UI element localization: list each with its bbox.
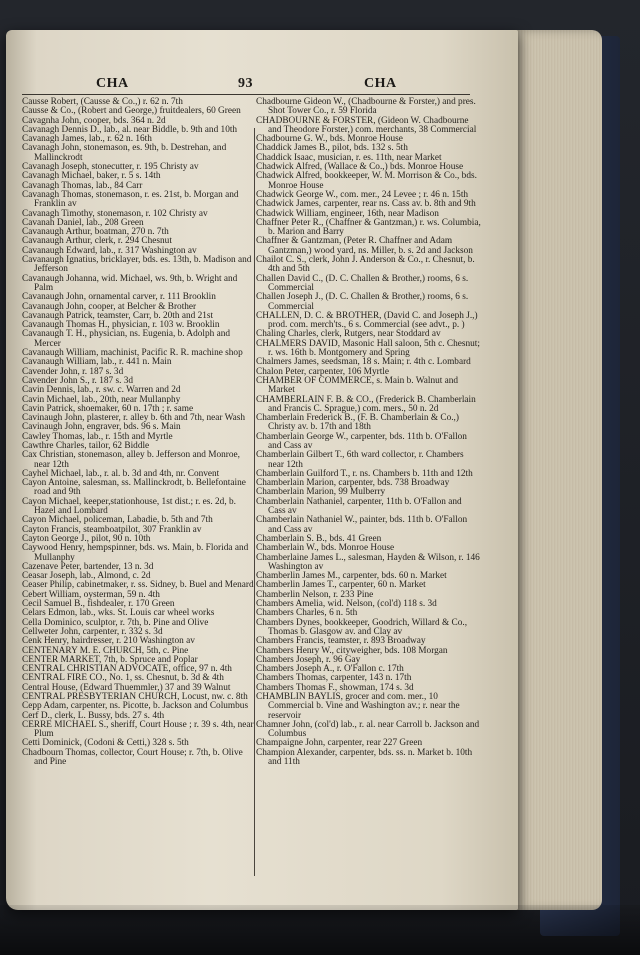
right-column [256, 98, 481, 767]
directory-entry: Cavanagh Thomas, lab., 84 Carr [22, 180, 143, 191]
directory-entry: CHAMBLIN BAYLIS, grocer and com. mer., 10 Commercial b. Vine and Washington av.; r. near the reservoir [256, 692, 460, 721]
directory-entry: Cavin Michael, lab., 20th, near Mullanphy [22, 394, 181, 405]
directory-entry: Chamberlin James M., carpenter, bds. 60 n. Market [256, 571, 447, 582]
directory-entry: Chambers Dynes, bookkeeper, Goodrich, Willard & Co., Thomas b. Glasgow av. and Clay av [256, 617, 468, 637]
directory-entry: Cazenave Peter, bartender, 13 n. 3d [22, 561, 154, 572]
directory-entry: Chamberlin Nelson, r. 233 Pine [256, 589, 374, 600]
directory-entry: Cavanagh Timothy, stonemason, r. 102 Christy av [22, 208, 208, 219]
directory-entry: Cavanagh Joseph, stonecutter, r. 195 Christy av [22, 162, 199, 173]
directory-entry: Cavanagh Thomas, stonemason, r. es. 21st, b. Morgan and Franklin av [22, 189, 239, 210]
directory-entry: Champion Alexander, carpenter, bds. ss. n. Market b. 10th and 11th [256, 747, 473, 768]
directory-entry: Chadwick Alfred, bookkeeper, W. M. Morrison & Co., bds. Monroe House [256, 171, 477, 191]
directory-entry: Chamberlin James T., carpenter, 60 n. Market [256, 580, 426, 591]
directory-entry: CHADBOURNE & FORSTER, (Gideon W. Chadbourne and Theodore Forster,) com. merchants, 38 Commercial [256, 115, 477, 135]
directory-entry: Cayon Antoine, salesman, ss. Mallinckrodt, b. Bellefontaine road and 9th [22, 478, 246, 498]
directory-entry: Cavinaugh John, engraver, bds. 96 s. Main [22, 422, 181, 433]
directory-entry: Cavanagh Dennis D., lab., al. near Biddle, b. 9th and 10th [22, 124, 238, 135]
directory-entry: Cepp Adam, carpenter, ns. Picotte, b. Jackson and Columbus [22, 701, 249, 712]
directory-entry: Chamberlain S. B., bds. 41 Green [256, 533, 382, 544]
header-rule [22, 94, 470, 95]
directory-entry: Champaigne John, carpenter, rear 227 Green [256, 738, 423, 749]
directory-entry: Cavinaugh John, plasterer, r. alley b. 6th and 7th, near Wash [22, 413, 246, 424]
directory-entry: Chambers Joseph, r. 96 Gay [256, 654, 361, 665]
directory-entry: Caywood Henry, hempspinner, bds. ws. Main, b. Florida and Mullanphy [22, 543, 249, 563]
directory-entry: Cavanaugh T. H., physician, ns. Eugenia, b. Adolph and Mercer [22, 329, 231, 349]
directory-entry: CHALLEN, D. C. & BROTHER, (David C. and Joseph J.,) prod. com. merch'ts., 6 s. Commercial (see advt., p. ) [256, 310, 478, 331]
directory-entry: CENTRAL FIRE CO., No. 1, ss. Chesnut, b. 3d & 4th [22, 673, 224, 684]
directory-entry: Chambers Thomas F., showman, 174 s. 3d [256, 682, 414, 693]
directory-entry: Cavanaugh Edward, lab., r. 317 Washington av [22, 245, 197, 256]
directory-entry: Chamberlain Gilbert T., 6th ward collector, r. Chambers near 12th [256, 450, 464, 470]
directory-entry: Cella Dominico, sculptor, r. 7th, b. Pine and Olive [22, 617, 209, 628]
page-edges [512, 30, 602, 910]
directory-entry: CHAMBER OF COMMERCE, s. Main b. Walnut and Market [256, 375, 459, 396]
directory-entry: Cerf D., clerk, L. Bussy, bds. 27 s. 4th [22, 710, 165, 721]
directory-entry: Causse Robert, (Causse & Co.,) r. 62 n. 7th [22, 97, 183, 107]
directory-entry: Chambers Amelia, wid. Nelson, (col'd) 118 s. 3d [256, 599, 437, 610]
directory-entry: Chamberlain Marion, carpenter, bds. 738 Broadway [256, 478, 450, 489]
directory-entry: Cavanaugh Arthur, clerk, r. 294 Chesnut [22, 236, 172, 247]
directory-entry: Chamberlain Nathaniel, carpenter, 11th b. O'Fallon and Cass av [256, 496, 462, 517]
directory-entry: Chambers Joseph A., r. O'Fallon c. 17th [256, 664, 404, 675]
directory-entry: Chaffner & Gantzman, (Peter R. Chaffner and Adam Gantzman,) wood yard, ns. Miller, b. s. 2d and Jackson [256, 236, 473, 256]
left-running-head: CHA [96, 76, 129, 91]
directory-entry: CHALMERS DAVID, Masonic Hall saloon, 5th c. Chesnut; r. ws. 16th b. Montgomery and Spring [256, 338, 480, 359]
directory-entry: Cawley Thomas, lab., r. 15th and Myrtle [22, 431, 173, 442]
directory-entry: Cavanaugh John, ornamental carver, r. 111 Brooklin [22, 292, 216, 303]
directory-entry: Chamberlain Nathaniel W., painter, bds. 11th b. O'Fallon and Cass av [256, 515, 468, 535]
directory-entry: Ceasar Joseph, lab., Almond, c. 2d [22, 571, 151, 582]
directory-entry: CENTRAL CHRISTIAN ADVOCATE, office, 97 n. 4th [22, 664, 232, 675]
directory-entry: Cavanah Daniel, lab., 208 Green [22, 217, 144, 228]
directory-entry: Chailot C. S., clerk, John J. Anderson & Co., r. Chesnut, b. 4th and 5th [256, 255, 475, 275]
directory-entry: Cayton Francis, steamboatpilot, 307 Franklin av [22, 524, 202, 535]
directory-entry: Cecil Samuel B., fishdealer, r. 170 Green [22, 599, 175, 610]
right-running-head: CHA [364, 76, 397, 91]
directory-entry: Cavender John, r. 187 s. 3d [22, 366, 124, 377]
directory-entry: Chambers Henry W., cityweigher, bds. 108 Morgan [256, 645, 448, 656]
directory-entry: Celars Edmon, lab., wks. St. Louis car wheel works [22, 608, 215, 619]
directory-entry: CENTER MARKET, 7th, b. Spruce and Poplar [22, 654, 198, 665]
directory-entry: Cawthre Charles, tailor, 62 Biddle [22, 440, 150, 451]
directory-entry: Cavanagh John, stonemason, es. 9th, b. Destrehan, and Mallinckrodt [22, 143, 227, 163]
directory-entry: Chalon Peter, carpenter, 106 Myrtle [256, 366, 389, 377]
directory-entry: Cavanaugh Johanna, wid. Michael, ws. 9th, b. Wright and Palm [22, 273, 238, 293]
directory-entry: Chamberlain Guilford T., r. ns. Chambers b. 11th and 12th [256, 468, 473, 479]
directory-entry: CENTENARY M. E. CHURCH, 5th, c. Pine [22, 645, 189, 656]
directory-entry: Chadbourne G. W., bds. Monroe House [256, 134, 403, 145]
directory-entry: Chamberlain George W., carpenter, bds. 11th b. O'Fallon and Cass av [256, 431, 467, 451]
directory-entry: Cayton George J., pilot, 90 n. 10th [22, 533, 151, 544]
directory-entry: Cetti Dominick, (Codoni & Cetti,) 328 s. 5th [22, 738, 189, 749]
directory-entry: Chalmers James, seedsman, 18 s. Main; r. 4th c. Lombard [256, 357, 471, 368]
directory-entry: Chamberlaine James L., salesman, Hayden & Wilson, r. 146 Washington av [256, 552, 480, 572]
directory-entry: Challen Joseph J., (D. C. Challen & Brother,) rooms, 6 s. Commercial [256, 292, 469, 312]
column-divider [254, 128, 255, 876]
directory-entry: Chaddick Isaac, musician, r. es. 11th, near Market [256, 152, 442, 163]
directory-entry: Chamberlain Frederick B., (F. B. Chamberlain & Co.,) Christy av. b. 17th and 18th [256, 413, 459, 433]
directory-entry: Cavin Patrick, shoemaker, 60 n. 17th ; r. same [22, 403, 194, 414]
directory-entry: Chaddick James B., pilot, bds. 132 s. 5th [256, 143, 408, 154]
directory-entry: Chadbourn Thomas, collector, Court House; r. 7th, b. Olive and Pine [22, 747, 243, 768]
directory-entry: Cavanaugh Thomas H., physician, r. 103 w. Brooklin [22, 320, 220, 331]
directory-page [6, 30, 518, 910]
directory-entry: Chamberlain Marion, 99 Mulberry [256, 487, 386, 498]
directory-entry: Cavin Dennis, lab., r. sw. c. Warren and 2d [22, 385, 181, 396]
directory-entry: Chambers Thomas, carpenter, 143 n. 17th [256, 673, 412, 684]
page-number: 93 [238, 76, 253, 91]
directory-entry: CENTRAL PRESBYTERIAN CHURCH, Locust, nw. c. 8th [22, 692, 248, 702]
directory-entry: Chadwick Alfred, (Wallace & Co.,) bds. Monroe House [256, 162, 464, 173]
directory-entry: Cenk Henry, hairdresser, r. 210 Washington av [22, 636, 195, 647]
directory-entry: Cavanagh James, lab., r. 62 n. 16th [22, 134, 152, 145]
directory-entry: Chadwick George W., com. mer., 24 Levee ; r. 46 n. 15th [256, 189, 469, 200]
left-column [22, 98, 254, 767]
directory-entry: Chadwick William, engineer, 16th, near Madison [256, 208, 439, 219]
directory-entry: Cayon Michael, policeman, Labadie, b. 5th and 7th [22, 515, 213, 526]
directory-entry: CHAMBERLAIN F. B. & CO., (Frederick B. Chamberlain and Francis C. Sprague,) com. mers., 50 n. 2d [256, 394, 476, 414]
directory-entry: Cax Christian, stonemason, alley b. Jefferson and Monroe, near 12th [22, 450, 241, 470]
directory-entry: Chamberlain W., bds. Monroe House [256, 543, 395, 554]
directory-entry: Chaffner Peter R., (Chaffner & Gantzman,) r. ws. Columbia, b. Marion and Barry [256, 217, 481, 238]
directory-entry: Cavanaugh Ignatius, bricklayer, bds. es. 13th, b. Madison and Jefferson [22, 255, 252, 275]
directory-entry: Chadbourne Gideon W., (Chadbourne & Forster,) and pres. Shot Tower Co., r. 59 Florida [256, 97, 476, 117]
directory-entry: Cavanaugh William, machinist, Pacific R. R. machine shop [22, 348, 243, 359]
directory-entry: Cayon Michael, keeper,stationhouse, 1st dist.; r. es. 2d, b. Hazel and Lombard [22, 496, 236, 517]
directory-entry: Cavanaugh John, cooper, at Belcher & Brother [22, 301, 197, 312]
directory-entry: Challen David C., (D. C. Challen & Brother,) rooms, 6 s. Commercial [256, 273, 469, 293]
directory-entry: Cayhel Michael, lab., r. al. b. 3d and 4th, nr. Convent [22, 468, 220, 479]
directory-entry: Chadwick James, carpenter, rear ns. Cass av. b. 8th and 9th [256, 199, 476, 210]
directory-entry: Chamner John, (col'd) lab., r. al. near Carroll b. Jackson and Columbus [256, 719, 480, 740]
directory-entry: Cavanagh Michael, baker, r. 5 s. 14th [22, 171, 161, 182]
directory-entry: Causse & Co., (Robert and George,) fruitdealers, 60 Green [22, 106, 241, 117]
directory-entry: Chambers Charles, 6 n. 5th [256, 608, 358, 619]
directory-entry: CERRE MICHAEL S., sheriff, Court House ; r. 39 s. 4th, near Plum [22, 719, 254, 740]
directory-entry: Chaling Charles, clerk, Rutgers, near Stoddard av [256, 329, 441, 340]
bottom-shadow [0, 905, 640, 955]
directory-entry: Central House, (Edward Thuemmler,) 37 and 39 Walnut [22, 682, 231, 693]
directory-entry: Ceaser Philip, cabinetmaker, r. ss. Sidney, b. Buel and Menard [22, 580, 254, 591]
directory-entry: Cavender John S., r. 187 s. 3d [22, 375, 134, 386]
directory-entry: Cebert William, oysterman, 59 n. 4th [22, 589, 160, 600]
directory-entry: Cavanaugh Arthur, boatman, 270 n. 7th [22, 227, 169, 238]
directory-entry: Cavagnha John, cooper, bds. 364 n. 2d [22, 115, 166, 126]
directory-entry: Cellweter John, carpenter, r. 332 s. 3d [22, 626, 163, 637]
directory-entry: Cavanaugh Patrick, teamster, Carr, b. 20th and 21st [22, 310, 214, 321]
directory-entry: Chambers Francis, teamster, r. 893 Broadway [256, 636, 426, 647]
directory-entry: Cavanaugh William, lab., r. 441 n. Main [22, 357, 172, 368]
